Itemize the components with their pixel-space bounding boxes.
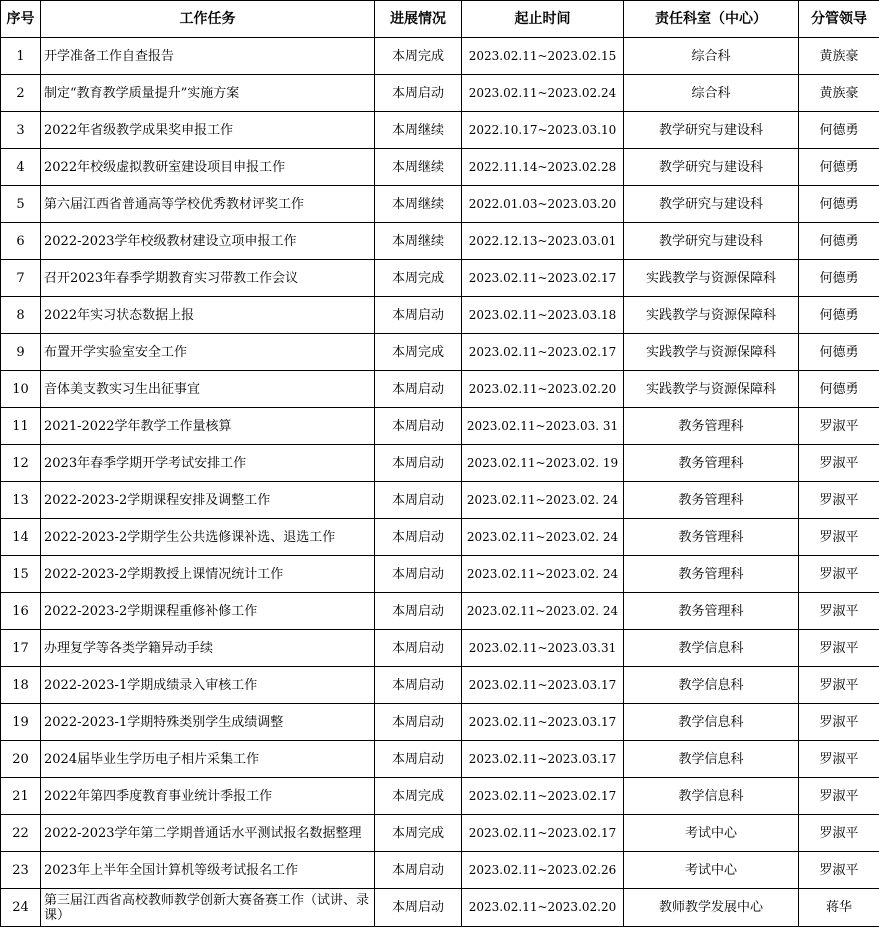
cell-period: 2023.02.11~2023.02. 24	[462, 519, 624, 556]
cell-task-name: 2022-2023-1学期成绩录入审核工作	[41, 667, 375, 704]
cell-status: 本周启动	[375, 371, 462, 408]
cell-row-number: 11	[1, 408, 41, 445]
header-period: 起止时间	[462, 1, 624, 38]
cell-row-number: 7	[1, 260, 41, 297]
cell-period: 2023.02.11~2023.02. 24	[462, 482, 624, 519]
cell-row-number: 20	[1, 741, 41, 778]
table-row	[1, 852, 879, 889]
cell-leader: 罗淑平	[799, 778, 879, 815]
table-row	[1, 371, 879, 408]
cell-period: 2023.02.11~2023.02.17	[462, 260, 624, 297]
table-row	[1, 519, 879, 556]
cell-row-number: 23	[1, 852, 41, 889]
cell-department: 教学研究与建设科	[624, 149, 799, 186]
cell-department: 教务管理科	[624, 482, 799, 519]
cell-row-number: 6	[1, 223, 41, 260]
cell-department: 考试中心	[624, 852, 799, 889]
cell-status: 本周启动	[375, 556, 462, 593]
cell-status: 本周完成	[375, 260, 462, 297]
cell-status: 本周完成	[375, 815, 462, 852]
cell-period: 2023.02.11~2023.02.17	[462, 815, 624, 852]
cell-department: 教务管理科	[624, 556, 799, 593]
cell-period: 2022.01.03~2023.03.20	[462, 186, 624, 223]
cell-task-name: 2022年第四季度教育事业统计季报工作	[41, 778, 375, 815]
cell-row-number: 12	[1, 445, 41, 482]
cell-department: 教务管理科	[624, 408, 799, 445]
table-row	[1, 149, 879, 186]
cell-period: 2023.02.11~2023.02.20	[462, 371, 624, 408]
cell-task-name: 办理复学等各类学籍异动手续	[41, 630, 375, 667]
cell-period: 2023.02.11~2023.02.26	[462, 852, 624, 889]
cell-department: 教学研究与建设科	[624, 186, 799, 223]
cell-period: 2023.02.11~2023.03.17	[462, 667, 624, 704]
cell-task-name: 2023年上半年全国计算机等级考试报名工作	[41, 852, 375, 889]
cell-task-name: 第六届江西省普通高等学校优秀教材评奖工作	[41, 186, 375, 223]
cell-status: 本周继续	[375, 223, 462, 260]
table-row	[1, 75, 879, 112]
cell-leader: 何德勇	[799, 371, 879, 408]
cell-department: 教学信息科	[624, 630, 799, 667]
cell-status: 本周启动	[375, 630, 462, 667]
cell-leader: 黄族豪	[799, 75, 879, 112]
cell-period: 2023.02.11~2023.02.24	[462, 75, 624, 112]
cell-row-number: 10	[1, 371, 41, 408]
cell-leader: 罗淑平	[799, 519, 879, 556]
cell-row-number: 17	[1, 630, 41, 667]
cell-leader: 黄族豪	[799, 38, 879, 75]
cell-row-number: 15	[1, 556, 41, 593]
cell-status: 本周继续	[375, 149, 462, 186]
cell-leader: 罗淑平	[799, 482, 879, 519]
cell-department: 教务管理科	[624, 445, 799, 482]
cell-leader: 罗淑平	[799, 815, 879, 852]
cell-department: 教务管理科	[624, 519, 799, 556]
cell-status: 本周完成	[375, 778, 462, 815]
cell-row-number: 22	[1, 815, 41, 852]
cell-status: 本周继续	[375, 186, 462, 223]
cell-period: 2023.02.11~2023.02. 19	[462, 445, 624, 482]
header-dept: 责任科室（中心）	[624, 1, 799, 38]
cell-task-name: 2022-2023学年第二学期普通话水平测试报名数据整理	[41, 815, 375, 852]
cell-task-name: 2022-2023-2学期学生公共选修课补选、退选工作	[41, 519, 375, 556]
cell-leader: 何德勇	[799, 260, 879, 297]
cell-period: 2022.11.14~2023.02.28	[462, 149, 624, 186]
cell-department: 实践教学与资源保障科	[624, 334, 799, 371]
cell-department: 实践教学与资源保障科	[624, 371, 799, 408]
cell-period: 2023.02.11~2023.03.17	[462, 741, 624, 778]
cell-status: 本周完成	[375, 38, 462, 75]
cell-period: 2023.02.11~2023.02.17	[462, 334, 624, 371]
cell-task-name: 2022年校级虚拟教研室建设项目申报工作	[41, 149, 375, 186]
cell-task-name: 音体美支教实习生出征事宜	[41, 371, 375, 408]
cell-status: 本周启动	[375, 519, 462, 556]
table-row	[1, 667, 879, 704]
cell-department: 教学信息科	[624, 741, 799, 778]
cell-row-number: 18	[1, 667, 41, 704]
cell-row-number: 1	[1, 38, 41, 75]
table-row	[1, 889, 879, 927]
cell-status: 本周启动	[375, 408, 462, 445]
cell-row-number: 3	[1, 112, 41, 149]
table-row	[1, 556, 879, 593]
header-no: 序号	[1, 1, 41, 38]
cell-status: 本周启动	[375, 482, 462, 519]
table-row	[1, 482, 879, 519]
cell-status: 本周启动	[375, 852, 462, 889]
cell-leader: 罗淑平	[799, 593, 879, 630]
cell-task-name: 2022年省级教学成果奖申报工作	[41, 112, 375, 149]
cell-task-name: 2022-2023-2学期课程重修补修工作	[41, 593, 375, 630]
cell-status: 本周启动	[375, 593, 462, 630]
cell-period: 2023.02.11~2023.02. 24	[462, 556, 624, 593]
cell-leader: 罗淑平	[799, 556, 879, 593]
cell-status: 本周启动	[375, 889, 462, 927]
cell-period: 2023.02.11~2023.02.15	[462, 38, 624, 75]
cell-status: 本周继续	[375, 112, 462, 149]
table-row	[1, 593, 879, 630]
cell-row-number: 24	[1, 889, 41, 927]
cell-task-name: 2021-2022学年教学工作量核算	[41, 408, 375, 445]
cell-task-name: 2022-2023学年校级教材建设立项申报工作	[41, 223, 375, 260]
cell-leader: 罗淑平	[799, 704, 879, 741]
cell-status: 本周启动	[375, 445, 462, 482]
cell-leader: 罗淑平	[799, 445, 879, 482]
cell-task-name: 2023年春季学期开学考试安排工作	[41, 445, 375, 482]
cell-row-number: 5	[1, 186, 41, 223]
cell-period: 2023.02.11~2023.02.20	[462, 889, 624, 927]
table-row	[1, 408, 879, 445]
cell-status: 本周完成	[375, 334, 462, 371]
cell-leader: 何德勇	[799, 149, 879, 186]
cell-department: 综合科	[624, 38, 799, 75]
cell-task-name: 2022-2023-1学期特殊类别学生成绩调整	[41, 704, 375, 741]
cell-department: 教师教学发展中心	[624, 889, 799, 927]
cell-task-name: 2022-2023-2学期课程安排及调整工作	[41, 482, 375, 519]
cell-leader: 罗淑平	[799, 852, 879, 889]
cell-department: 教学信息科	[624, 778, 799, 815]
cell-leader: 何德勇	[799, 334, 879, 371]
table-row	[1, 445, 879, 482]
cell-leader: 何德勇	[799, 112, 879, 149]
cell-period: 2023.02.11~2023.03.18	[462, 297, 624, 334]
cell-period: 2023.02.11~2023.03.17	[462, 704, 624, 741]
cell-period: 2022.12.13~2023.03.01	[462, 223, 624, 260]
cell-leader: 何德勇	[799, 186, 879, 223]
table-row	[1, 223, 879, 260]
header-status: 进展情况	[375, 1, 462, 38]
cell-status: 本周启动	[375, 704, 462, 741]
cell-period: 2023.02.11~2023.03.31	[462, 630, 624, 667]
cell-task-name: 2024届毕业生学历电子相片采集工作	[41, 741, 375, 778]
table-row	[1, 741, 879, 778]
cell-leader: 罗淑平	[799, 408, 879, 445]
cell-row-number: 16	[1, 593, 41, 630]
cell-row-number: 2	[1, 75, 41, 112]
cell-status: 本周启动	[375, 75, 462, 112]
cell-task-name: 开学准备工作自查报告	[41, 38, 375, 75]
cell-leader: 何德勇	[799, 297, 879, 334]
cell-period: 2023.02.11~2023.02. 24	[462, 593, 624, 630]
cell-row-number: 21	[1, 778, 41, 815]
cell-task-name: 召开2023年春季学期教育实习带教工作会议	[41, 260, 375, 297]
cell-leader: 罗淑平	[799, 630, 879, 667]
cell-department: 教学研究与建设科	[624, 223, 799, 260]
table-row	[1, 112, 879, 149]
cell-leader: 罗淑平	[799, 741, 879, 778]
cell-period: 2023.02.11~2023.03. 31	[462, 408, 624, 445]
cell-status: 本周启动	[375, 741, 462, 778]
table-row	[1, 815, 879, 852]
cell-row-number: 8	[1, 297, 41, 334]
cell-department: 教学信息科	[624, 704, 799, 741]
cell-row-number: 19	[1, 704, 41, 741]
cell-leader: 蒋华	[799, 889, 879, 927]
table-row	[1, 297, 879, 334]
header-row	[1, 1, 879, 38]
cell-department: 考试中心	[624, 815, 799, 852]
cell-department: 教学信息科	[624, 667, 799, 704]
cell-department: 教务管理科	[624, 593, 799, 630]
table-row	[1, 778, 879, 815]
cell-department: 综合科	[624, 75, 799, 112]
cell-status: 本周启动	[375, 297, 462, 334]
table-row	[1, 334, 879, 371]
cell-status: 本周启动	[375, 667, 462, 704]
cell-department: 实践教学与资源保障科	[624, 297, 799, 334]
cell-task-name: 2022年实习状态数据上报	[41, 297, 375, 334]
cell-period: 2023.02.11~2023.02.17	[462, 778, 624, 815]
cell-leader: 何德勇	[799, 223, 879, 260]
cell-row-number: 4	[1, 149, 41, 186]
cell-department: 实践教学与资源保障科	[624, 260, 799, 297]
table-row	[1, 260, 879, 297]
table-row	[1, 186, 879, 223]
cell-row-number: 14	[1, 519, 41, 556]
cell-task-name: 制定“教育教学质量提升”实施方案	[41, 75, 375, 112]
table-row	[1, 704, 879, 741]
table-row	[1, 630, 879, 667]
cell-task-name: 布置开学实验室安全工作	[41, 334, 375, 371]
cell-leader: 罗淑平	[799, 667, 879, 704]
header-leader: 分管领导	[799, 1, 879, 38]
cell-period: 2022.10.17~2023.03.10	[462, 112, 624, 149]
cell-task-name: 第三届江西省高校教师教学创新大赛备赛工作（试讲、录课）	[41, 889, 375, 927]
cell-task-name: 2022-2023-2学期教授上课情况统计工作	[41, 556, 375, 593]
cell-row-number: 9	[1, 334, 41, 371]
cell-row-number: 13	[1, 482, 41, 519]
cell-department: 教学研究与建设科	[624, 112, 799, 149]
table-row	[1, 38, 879, 75]
header-task: 工作任务	[41, 1, 375, 38]
